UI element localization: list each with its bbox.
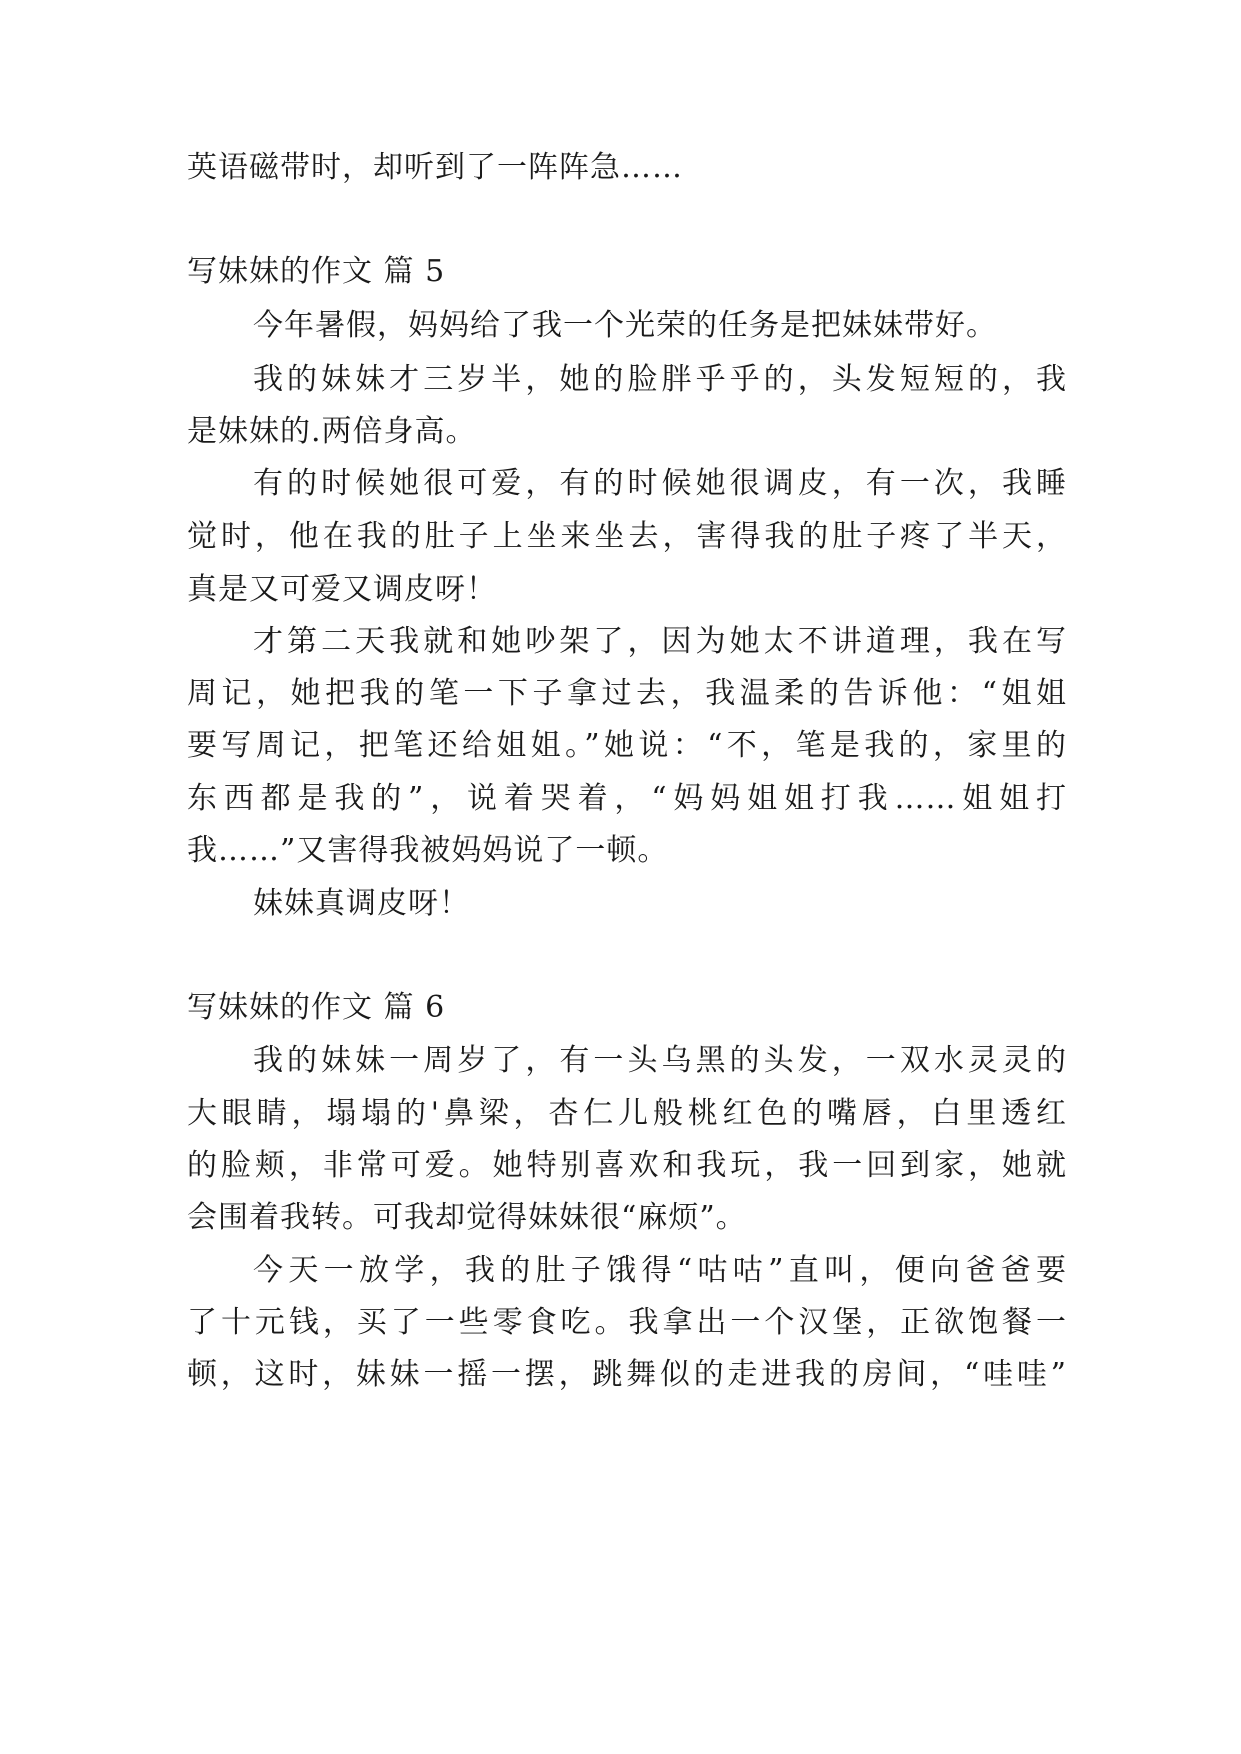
section-5-line: 周记，她把我的笔一下子拿过去，我温柔的告诉他：“姐姐 xyxy=(187,676,1067,711)
section-5-line: 觉时，他在我的肚子上坐来坐去，害得我的肚子疼了半天， xyxy=(187,519,1067,554)
section-6-line: 会围着我转。可我却觉得妹妹很“麻烦”。 xyxy=(187,1200,747,1235)
section-5-heading: 写妹妹的作文 篇 5 xyxy=(187,254,446,289)
section-5-line: 今年暑假，妈妈给了我一个光荣的任务是把妹妹带好。 xyxy=(253,308,997,343)
section-5-line: 妹妹真调皮呀！ xyxy=(253,886,470,921)
section-6-line: 的脸颊，非常可爱。她特别喜欢和我玩，我一回到家，她就 xyxy=(187,1148,1067,1183)
section-6-line: 了十元钱，买了一些零食吃。我拿出一个汉堡，正欲饱餐一 xyxy=(187,1305,1067,1340)
section-5-line: 是妹妹的.两倍身高。 xyxy=(187,414,477,449)
section-6-line: 今天一放学，我的肚子饿得“咕咕”直叫，便向爸爸要 xyxy=(253,1253,1067,1288)
section-6-line: 我的妹妹一周岁了，有一头乌黑的头发，一双水灵灵的 xyxy=(253,1043,1067,1078)
section-5-line: 我……”又害得我被妈妈说了一顿。 xyxy=(187,833,669,868)
section-5-line: 我的妹妹才三岁半，她的脸胖乎乎的，头发短短的，我 xyxy=(253,362,1067,397)
intro-tail-line: 英语磁带时，却听到了一阵阵急…… xyxy=(187,150,683,185)
section-5-line: 真是又可爱又调皮呀！ xyxy=(187,572,497,607)
section-6-heading: 写妹妹的作文 篇 6 xyxy=(187,990,446,1025)
section-6-line: 顿，这时，妹妹一摇一摆，跳舞似的走进我的房间，“哇哇” xyxy=(187,1357,1067,1392)
section-6-line: 大眼睛，塌塌的'鼻梁，杏仁儿般桃红色的嘴唇，白里透红 xyxy=(187,1096,1067,1131)
section-5-line: 有的时候她很可爱，有的时候她很调皮，有一次，我睡 xyxy=(253,466,1067,501)
section-5-line: 东西都是我的”，说着哭着，“妈妈姐姐打我……姐姐打 xyxy=(187,781,1067,816)
section-5-line: 才第二天我就和她吵架了，因为她太不讲道理，我在写 xyxy=(253,624,1067,659)
section-5-line: 要写周记，把笔还给姐姐。”她说：“不，笔是我的，家里的 xyxy=(187,728,1067,763)
